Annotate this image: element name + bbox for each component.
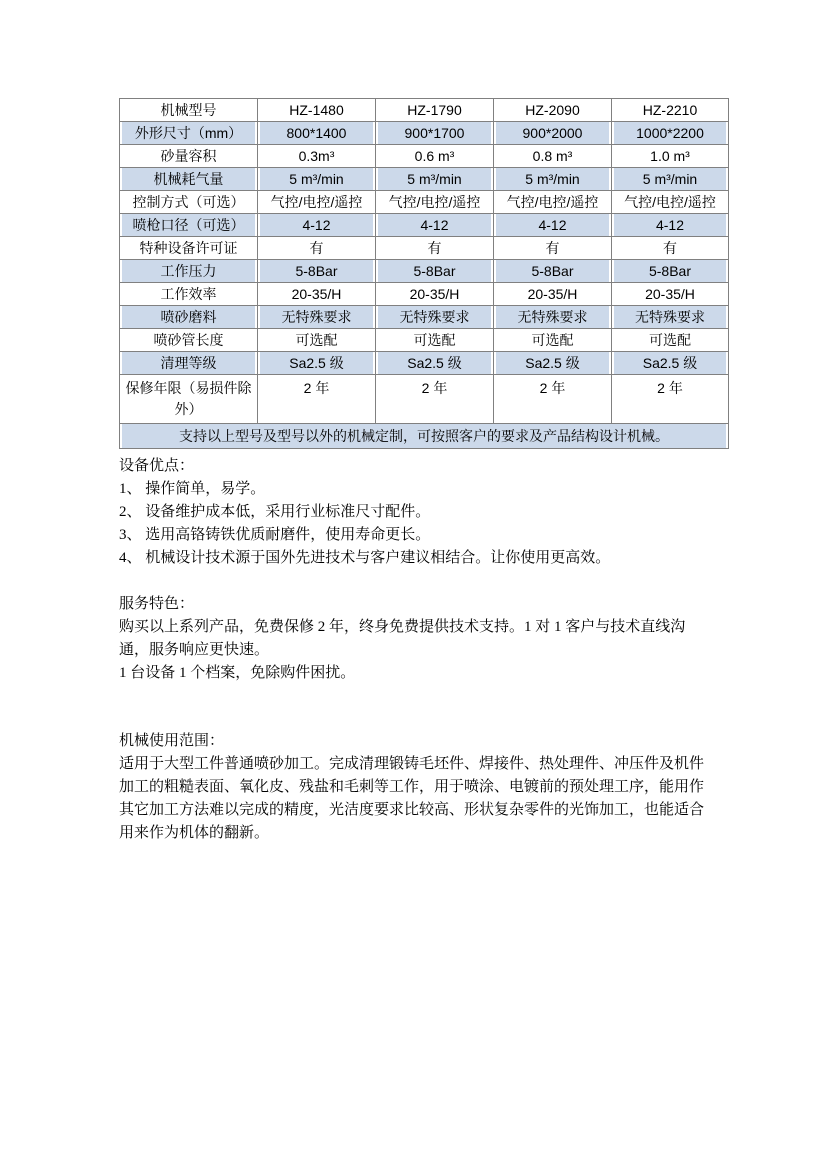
row-label-cell: 特种设备许可证 bbox=[120, 237, 258, 260]
text-sections bbox=[119, 455, 711, 845]
row-label-cell: 外形尺寸（mm） bbox=[120, 122, 258, 145]
table-header-row bbox=[120, 99, 729, 122]
row-value-cell: 5 m³/min bbox=[258, 168, 376, 191]
row-label-cell: 工作效率 bbox=[120, 283, 258, 306]
row-value-cell: 5 m³/min bbox=[612, 168, 729, 191]
row-value-cell: 可选配 bbox=[258, 329, 376, 352]
model-name-cell: HZ-1480 bbox=[258, 99, 376, 122]
model-name-cell: HZ-1790 bbox=[376, 99, 494, 122]
table-row bbox=[120, 306, 729, 329]
row-value-cell: 2 年 bbox=[494, 375, 612, 424]
row-value-cell: 20-35/H bbox=[494, 283, 612, 306]
row-value-cell: 有 bbox=[258, 237, 376, 260]
table-footer-row bbox=[120, 424, 729, 449]
row-value-cell: Sa2.5 级 bbox=[258, 352, 376, 375]
row-value-cell: 无特殊要求 bbox=[258, 306, 376, 329]
section-line: 1、 操作简单，易学。 bbox=[119, 481, 266, 497]
section-heading: 机械使用范围： bbox=[119, 733, 225, 749]
row-value-cell: 5-8Bar bbox=[612, 260, 729, 283]
table-row bbox=[120, 375, 729, 424]
row-value-cell: 5-8Bar bbox=[494, 260, 612, 283]
section-line: 3、 选用高铬铸铁优质耐磨件，使用寿命更长。 bbox=[119, 527, 431, 543]
row-value-cell: 0.6 m³ bbox=[376, 145, 494, 168]
section-line: 购买以上系列产品，免费保修 2 年，终身免费提供技术支持。1 对 1 客户与技术直线沟通，服务响应更快速。 bbox=[119, 619, 686, 658]
row-value-cell: 可选配 bbox=[612, 329, 729, 352]
row-value-cell: 5-8Bar bbox=[376, 260, 494, 283]
row-value-cell: 有 bbox=[612, 237, 729, 260]
row-value-cell: 可选配 bbox=[376, 329, 494, 352]
section-line: 1 台设备 1 个档案，免除购件困扰。 bbox=[119, 665, 356, 681]
row-value-cell: 900*2000 bbox=[494, 122, 612, 145]
section-heading: 服务特色： bbox=[119, 596, 195, 612]
row-value-cell: 5 m³/min bbox=[494, 168, 612, 191]
table-row bbox=[120, 122, 729, 145]
row-label-cell: 喷枪口径（可选） bbox=[120, 214, 258, 237]
row-value-cell: 气控/电控/遥控 bbox=[376, 191, 494, 214]
row-value-cell: 0.8 m³ bbox=[494, 145, 612, 168]
row-value-cell: Sa2.5 级 bbox=[612, 352, 729, 375]
row-value-cell: Sa2.5 级 bbox=[494, 352, 612, 375]
row-value-cell: 4-12 bbox=[612, 214, 729, 237]
row-value-cell: 2 年 bbox=[258, 375, 376, 424]
section bbox=[119, 593, 711, 685]
row-value-cell: 20-35/H bbox=[258, 283, 376, 306]
row-value-cell: 4-12 bbox=[258, 214, 376, 237]
header-label-cell: 机械型号 bbox=[120, 99, 258, 122]
row-value-cell: 5 m³/min bbox=[376, 168, 494, 191]
document-content bbox=[119, 98, 728, 845]
machine-spec-table bbox=[119, 98, 729, 449]
row-label-cell: 控制方式（可选） bbox=[120, 191, 258, 214]
section-line: 2、 设备维护成本低，采用行业标准尺寸配件。 bbox=[119, 504, 431, 520]
row-value-cell: 有 bbox=[494, 237, 612, 260]
row-value-cell: 无特殊要求 bbox=[494, 306, 612, 329]
row-label-cell: 保修年限（易损件除外） bbox=[120, 375, 258, 424]
row-value-cell: 无特殊要求 bbox=[376, 306, 494, 329]
row-value-cell: 20-35/H bbox=[376, 283, 494, 306]
row-value-cell: 可选配 bbox=[494, 329, 612, 352]
table-row bbox=[120, 145, 729, 168]
row-value-cell: 气控/电控/遥控 bbox=[494, 191, 612, 214]
table-row bbox=[120, 168, 729, 191]
row-label-cell: 机械耗气量 bbox=[120, 168, 258, 191]
row-value-cell: 0.3m³ bbox=[258, 145, 376, 168]
table-row bbox=[120, 352, 729, 375]
row-value-cell: 4-12 bbox=[494, 214, 612, 237]
row-label-cell: 清理等级 bbox=[120, 352, 258, 375]
row-label-cell: 喷砂管长度 bbox=[120, 329, 258, 352]
table-row bbox=[120, 329, 729, 352]
row-label-cell: 工作压力 bbox=[120, 260, 258, 283]
row-value-cell: 900*1700 bbox=[376, 122, 494, 145]
row-value-cell: 5-8Bar bbox=[258, 260, 376, 283]
section-line: 4、 机械设计技术源于国外先进技术与客户建议相结合。让你使用更高效。 bbox=[119, 550, 611, 566]
spec-table-body bbox=[120, 99, 729, 449]
section-line: 适用于大型工件普通喷砂加工。完成清理锻铸毛坯件、焊接件、热处理件、冲压件及机件加工的粗糙表面、氧化皮、残盐和毛刺等工作，用于喷涂、电镀前的预处理工序，能用作其它加工方法难以完成的精度，光洁度要求比较高、形状复杂零件的光饰加工，也能适合用来作为机体的翻新。 bbox=[119, 756, 705, 841]
table-row bbox=[120, 214, 729, 237]
row-value-cell: 有 bbox=[376, 237, 494, 260]
section bbox=[119, 730, 711, 845]
row-value-cell: 气控/电控/遥控 bbox=[258, 191, 376, 214]
row-value-cell: 1.0 m³ bbox=[612, 145, 729, 168]
model-name-cell: HZ-2210 bbox=[612, 99, 729, 122]
row-value-cell: 1000*2200 bbox=[612, 122, 729, 145]
table-row bbox=[120, 191, 729, 214]
row-value-cell: 2 年 bbox=[612, 375, 729, 424]
model-name-cell: HZ-2090 bbox=[494, 99, 612, 122]
row-value-cell: Sa2.5 级 bbox=[376, 352, 494, 375]
row-value-cell: 800*1400 bbox=[258, 122, 376, 145]
footer-note-cell: 支持以上型号及型号以外的机械定制，可按照客户的要求及产品结构设计机械。 bbox=[120, 424, 729, 449]
row-label-cell: 砂量容积 bbox=[120, 145, 258, 168]
row-value-cell: 2 年 bbox=[376, 375, 494, 424]
row-value-cell: 气控/电控/遥控 bbox=[612, 191, 729, 214]
table-row bbox=[120, 283, 729, 306]
row-value-cell: 20-35/H bbox=[612, 283, 729, 306]
row-value-cell: 无特殊要求 bbox=[612, 306, 729, 329]
section bbox=[119, 455, 711, 570]
row-value-cell: 4-12 bbox=[376, 214, 494, 237]
row-label-cell: 喷砂磨料 bbox=[120, 306, 258, 329]
table-row bbox=[120, 237, 729, 260]
section-heading: 设备优点： bbox=[119, 458, 195, 474]
table-row bbox=[120, 260, 729, 283]
